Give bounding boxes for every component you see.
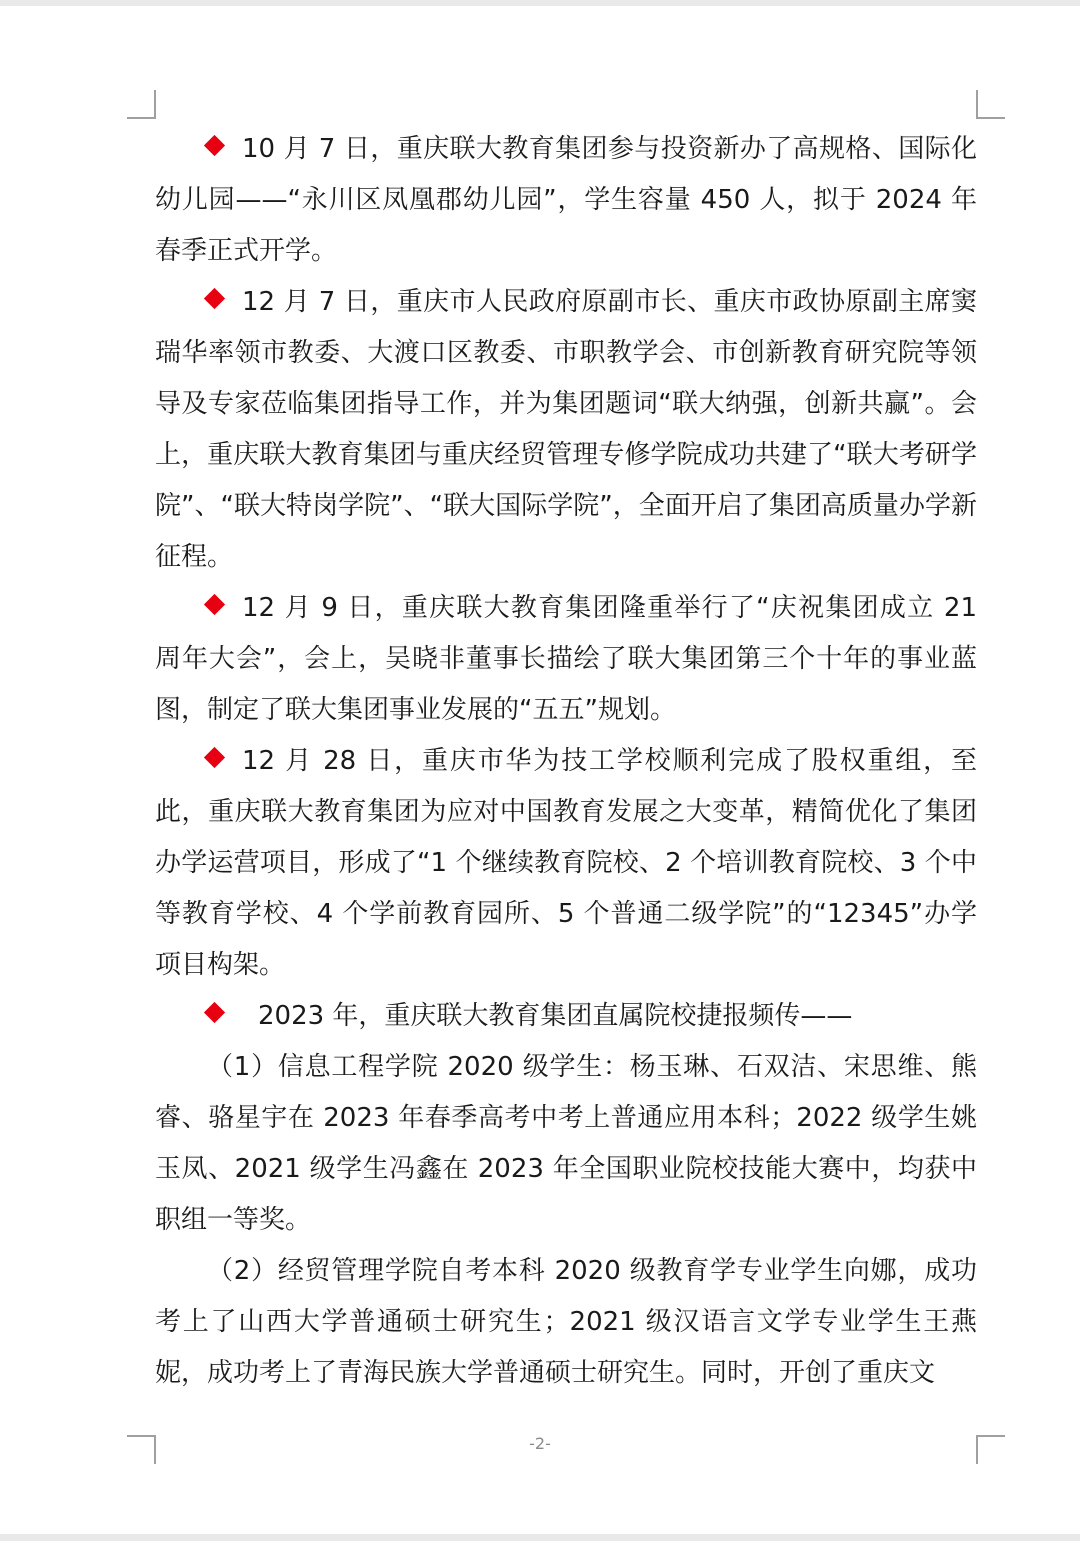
- paragraph-item-1: [155, 1042, 977, 1246]
- paragraph-item-2: [155, 1246, 977, 1399]
- red-diamond-bullet-icon: [204, 288, 225, 309]
- paragraph-2023-summary: [155, 991, 977, 1042]
- paragraph-dec-28: [155, 736, 977, 991]
- crop-mark-top-right: [976, 90, 1005, 119]
- paragraph-text: 2023 年，重庆联大教育集团直属院校捷报频传——: [258, 1001, 853, 1031]
- paragraph-dec-7: [155, 277, 977, 583]
- paragraph-oct-7: [155, 124, 977, 277]
- paragraph-text: 12 月 7 日，重庆市人民政府原副市长、重庆市政协原副主席窦瑞华率领市教委、大渡口区教委、市职教学会、市创新教育研究院等领导及专家莅临集团指导工作，并为集团题词“联大纳强，创新共赢”。会上，重庆联大教育集团与重庆经贸管理专修学院成功共建了“联大考研学院”、“联大特岗学院”、“联大国际学院”，全面开启了集团高质量办学新征程。: [155, 287, 977, 572]
- red-diamond-bullet-icon: [204, 135, 225, 156]
- paragraph-text: 12 月 28 日，重庆市华为技工学校顺利完成了股权重组，至此，重庆联大教育集团为应对中国教育发展之大变革，精简优化了集团办学运营项目，形成了“1 个继续教育院校、2 个培训教育院校、3 个中等教育学校、4 个学前教育园所、5 个普通二级学院”的“12345”办学项目构架。: [155, 746, 977, 980]
- paragraph-text: （1）信息工程学院 2020 级学生：杨玉琳、石双洁、宋思维、熊睿、骆星宇在 2023 年春季高考中考上普通应用本科；2022 级学生姚玉凤、2021 级学生冯鑫在 2023 年全国职业院校技能大赛中，均获中职组一等奖。: [155, 1052, 977, 1235]
- red-diamond-bullet-icon: [204, 747, 225, 768]
- paragraph-text: （2）经贸管理学院自考本科 2020 级教育学专业学生向娜，成功考上了山西大学普通硕士研究生；2021 级汉语言文学专业学生王燕妮，成功考上了青海民族大学普通硕士研究生。同时，开创了重庆文: [155, 1256, 977, 1388]
- red-diamond-bullet-icon: [204, 594, 225, 615]
- page-number: -2-: [529, 1434, 551, 1453]
- red-diamond-bullet-icon: [204, 1002, 225, 1023]
- crop-mark-top-left: [127, 90, 156, 119]
- paragraph-text: 12 月 9 日，重庆联大教育集团隆重举行了“庆祝集团成立 21 周年大会”，会上，吴晓非董事长描绘了联大集团第三个十年的事业蓝图，制定了联大集团事业发展的“五五”规划。: [155, 593, 977, 725]
- paragraph-dec-9: [155, 583, 977, 736]
- document-body: [155, 124, 977, 1399]
- document-page: [0, 6, 1080, 1534]
- paragraph-text: 10 月 7 日，重庆联大教育集团参与投资新办了高规格、国际化幼儿园——“永川区凤凰郡幼儿园”，学生容量 450 人，拟于 2024 年春季正式开学。: [155, 134, 977, 266]
